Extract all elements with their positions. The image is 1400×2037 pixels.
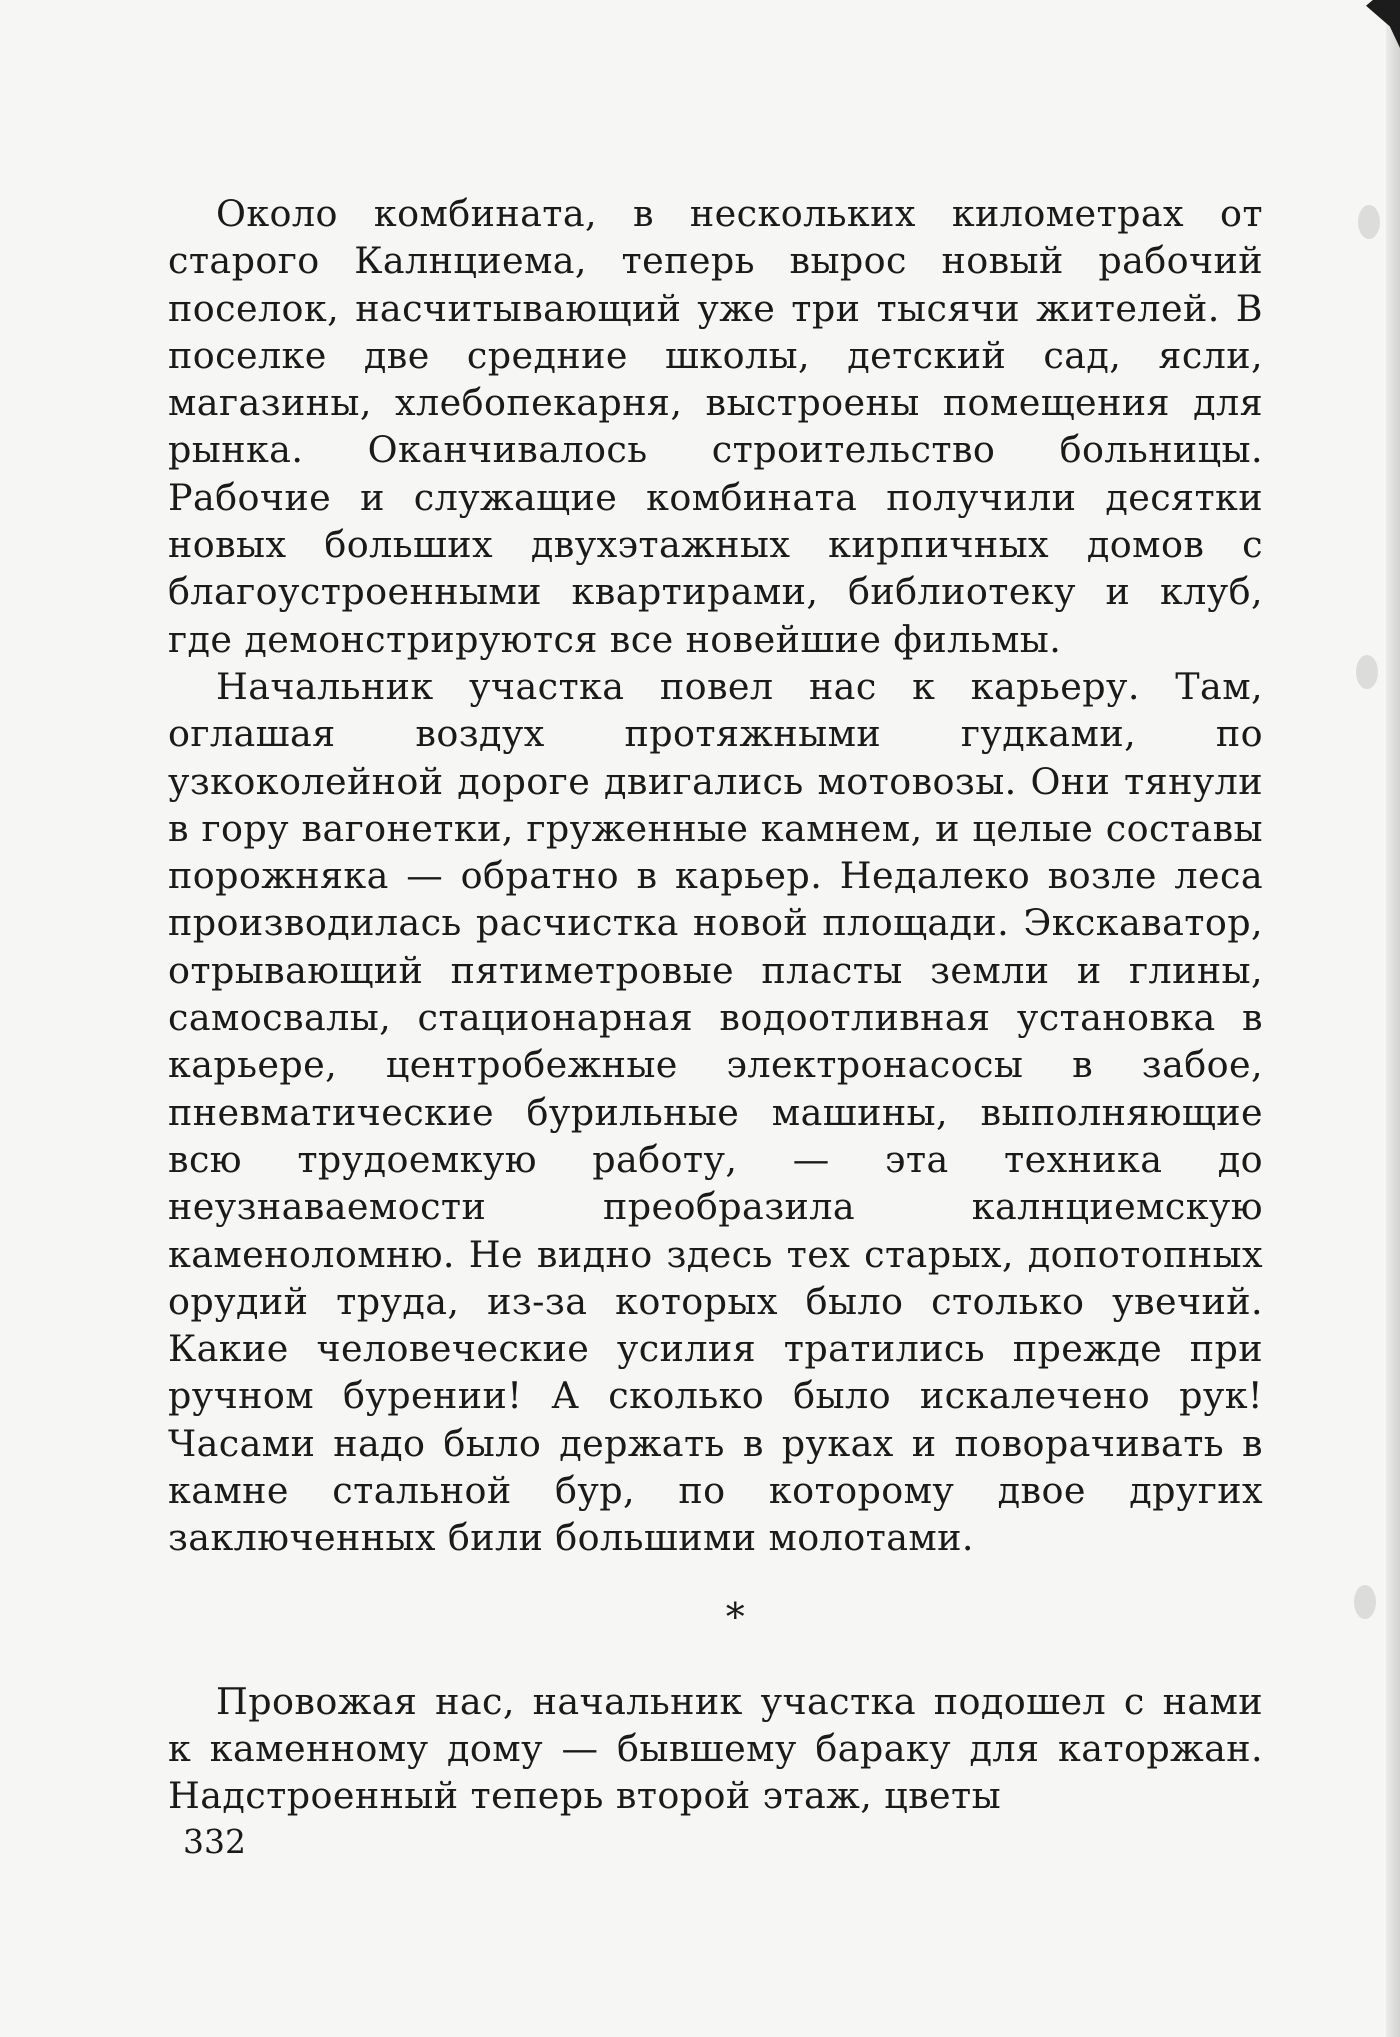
edge-spot [1354,1585,1376,1619]
body-text [168,190,1263,1820]
paragraph-1: Около комбината, в нескольких километрах от старого Калнциема, теперь вырос новый рабочий поселок, насчитывающий уже три тысячи жителей. В поселке две средние школы, детский сад, ясли, магазины, хлебопекарня, выстроены помещения для рынка. Оканчивалось строительство больницы. Рабочие и служащие комбината получили десятки новых больших двухэтажных кирпичных домов с благоустроенными квартирами, библиотеку и клуб, где демонстрируются все новейшие фильмы. [168,192,1263,661]
edge-spot [1358,205,1380,239]
page-edge [1386,0,1400,2037]
paragraph-2: Начальник участка повел нас к карьеру. Там, оглашая воздух протяжными гудками, по узкоколейной дороге двигались мотовозы. Они тянули в гору вагонетки, груженные камнем, и целые составы порожняка — обратно в карьер. Недалеко возле леса производилась расчистка новой площади. Экскаватор, отрывающий пятиметровые пласты земли и глины, самосвалы, стационарная водоотливная установка в карьере, центробежные электронасосы в забое, пневматические бурильные машины, выполняющие всю трудоемкую работу, — эта техника до неузнаваемости преобразила калнциемскую каменоломню. Не видно здесь тех старых, допотопных орудий труда, из-за которых было столько увечий. Какие человеческие усилия тратились прежде при ручном бурении! А сколько было искалечено рук! Часами надо было держать в руках и поворачивать в камне стальной бур, по которому двое других заключенных били большими молотами. [168,664,1263,1560]
paragraph-3: Провожая нас, начальник участка подошел с нами к каменному дому — бывшему бараку для каторжан. Надстроенный теперь второй этаж, цветы [168,1679,1263,1818]
section-separator: * [725,1594,746,1639]
page-number: 332 [183,1822,246,1861]
edge-spot [1356,655,1378,689]
